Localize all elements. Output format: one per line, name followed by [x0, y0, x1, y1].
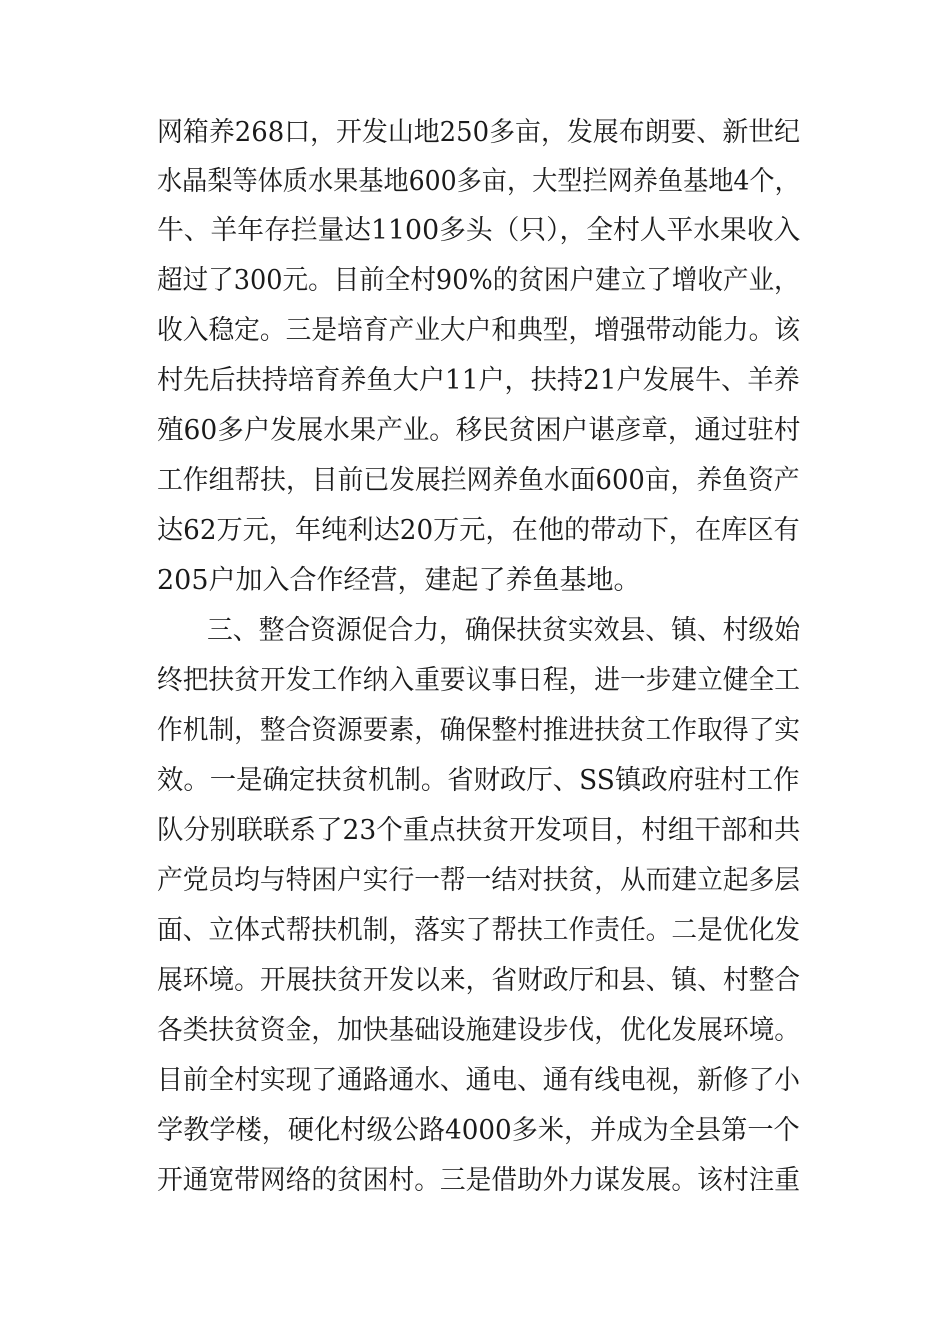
text-line: 工作组帮扶，目前已发展拦网养鱼水面600亩，养鱼资产 [157, 465, 800, 496]
text-line: 开通宽带网络的贫困村。三是借助外力谋发展。该村注重 [157, 1165, 801, 1196]
text-line: 村先后扶持培育养鱼大户11户，扶持21户发展牛、羊养 [157, 365, 800, 396]
text-line: 目前全村实现了通路通水、通电、通有线电视，新修了小 [157, 1065, 801, 1096]
text-line: 产党员均与特困户实行一帮一结对扶贫，从而建立起多层 [157, 865, 801, 896]
text-line: 超过了300元。目前全村90%的贫困户建立了增收产业， [157, 265, 800, 296]
text-line: 牛、羊年存拦量达1100多头（只），全村人平水果收入 [157, 215, 801, 246]
text-line: 展环境。开展扶贫开发以来，省财政厅和县、镇、村整合 [157, 965, 801, 996]
text-line: 水晶梨等体质水果基地600多亩，大型拦网养鱼基地4个， [157, 166, 800, 197]
text-line: 殖60多户发展水果产业。移民贫困户谌彦章，通过驻村 [157, 415, 801, 446]
text-line: 面、立体式帮扶机制，落实了帮扶工作责任。二是优化发 [157, 915, 801, 946]
text-line: 收入稳定。三是培育产业大户和典型，增强带动能力。该 [157, 315, 801, 346]
text-line: 各类扶贫资金，加快基础设施建设步伐，优化发展环境。 [157, 1015, 801, 1046]
text-line: 学教学楼，硬化村级公路4000多米，并成为全县第一个 [157, 1115, 800, 1146]
text-line: 作机制，整合资源要素，确保整村推进扶贫工作取得了实 [157, 715, 801, 746]
text-line: 效。一是确定扶贫机制。省财政厅、SS镇政府驻村工作 [157, 765, 800, 796]
text-line: 队分别联联系了23个重点扶贫开发项目，村组干部和共 [157, 815, 801, 846]
text-line: 205户加入合作经营，建起了养鱼基地。 [157, 565, 641, 596]
text-line: 网箱养268口，开发山地250多亩，发展布朗要、新世纪 [157, 117, 801, 148]
paragraph-start-line: 三、整合资源促合力，确保扶贫实效县、镇、村级始 [207, 615, 800, 646]
text-line: 达62万元，年纯利达20万元，在他的带动下，在库区有 [157, 515, 800, 546]
text-line: 终把扶贫开发工作纳入重要议事日程，进一步建立健全工 [157, 665, 801, 696]
